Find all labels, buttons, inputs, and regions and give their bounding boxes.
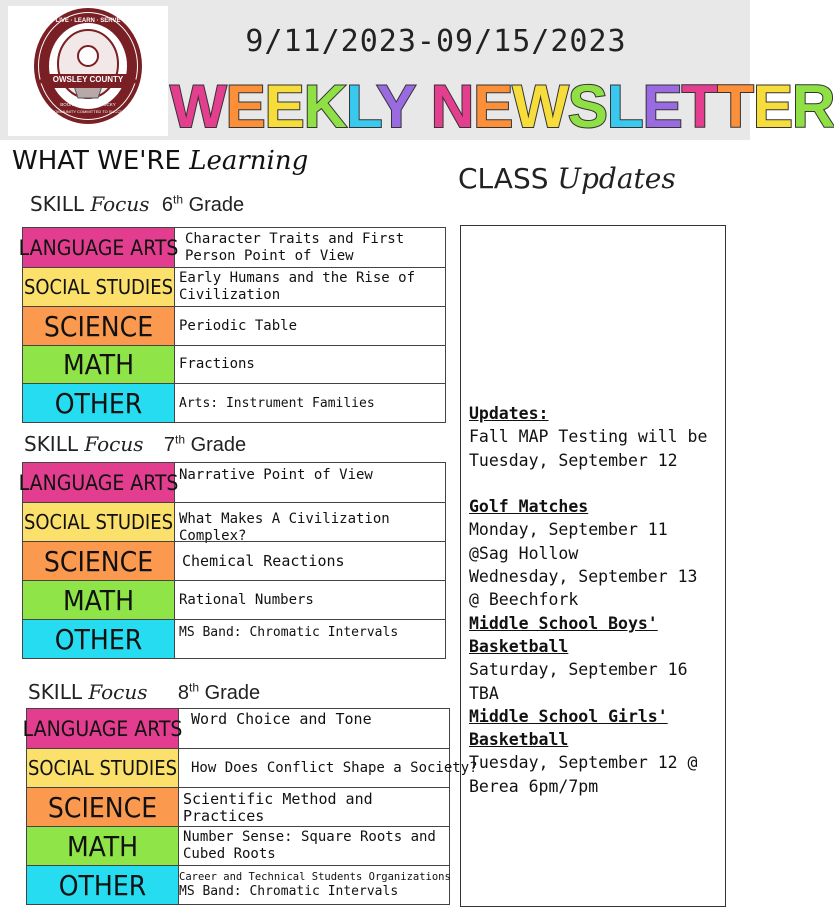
topic: Chemical Reactions (182, 551, 345, 570)
subject-social-studies: SOCIAL STUDIES (23, 268, 175, 306)
date-range: 9/11/2023-09/15/2023 (245, 24, 627, 59)
topic: MS Band: Chromatic Intervals (179, 625, 399, 640)
school-logo (8, 6, 168, 136)
title-letter: L (346, 73, 377, 140)
subject-social-studies: SOCIAL STUDIES (23, 503, 175, 541)
topic: Word Choice and Tone (191, 710, 372, 728)
title-letter: S (567, 73, 607, 140)
subject-language-arts: LANGUAGE ARTS (23, 228, 175, 267)
table-row (23, 306, 445, 345)
topic: Early Humans and the Rise of Civilization (179, 270, 416, 303)
subject-social-studies: SOCIAL STUDIES (27, 749, 179, 787)
title-letter: T (717, 73, 753, 140)
skill-focus-7: SKILL Focus 7th Grade (24, 432, 247, 456)
golf-label: Golf Matches (469, 497, 589, 517)
school-town: BOONEVILLE, KENTUCKY (60, 102, 116, 107)
table-row (27, 748, 478, 787)
boys-line-2: TBA (469, 683, 499, 703)
subject-math: MATH (27, 827, 179, 865)
title-letter: N (430, 73, 474, 140)
title-letter: E (264, 73, 304, 140)
topic: How Does Conflict Shape a Society? (191, 759, 478, 776)
topic (177, 866, 449, 904)
updates-content (469, 402, 745, 798)
subject-language-arts: LANGUAGE ARTS (23, 463, 175, 502)
table-row (27, 787, 449, 826)
girls-basketball-label: Middle School Girls' Basketball (469, 706, 668, 750)
subject-science: SCIENCE (23, 542, 175, 580)
table-row (23, 619, 445, 658)
table-row (23, 541, 445, 580)
table-row (27, 826, 449, 865)
subject-language-arts: LANGUAGE ARTS (27, 709, 179, 748)
table-row (22, 709, 449, 748)
golf-line-2: @Sag Hollow (469, 543, 579, 563)
subject-other: OTHER (23, 620, 175, 658)
learning-heading-caps: WHAT WE'RE (12, 146, 190, 176)
title-letter: K (303, 73, 347, 140)
subject-math: MATH (23, 581, 175, 619)
school-name: OWSLEY COUNTY (52, 75, 124, 84)
table-row (18, 228, 445, 267)
grade-7-table (18, 462, 446, 659)
subject-other: OTHER (23, 384, 175, 422)
title-letter: T (681, 73, 718, 140)
table-row (18, 463, 445, 502)
topic: Periodic Table (179, 317, 298, 334)
title-letter: R (791, 73, 834, 140)
title-letter: Y (376, 73, 416, 140)
topic-line-2: MS Band: Chromatic Intervals (179, 884, 399, 899)
title-letter: W (512, 73, 568, 140)
table-row (23, 502, 445, 544)
table-row (23, 580, 445, 619)
class-heading-caps: CLASS (458, 162, 558, 195)
golf-line-1: Monday, September 11 (469, 520, 668, 540)
table-row (27, 865, 449, 904)
title-letter: W (170, 73, 226, 140)
topic: Character Traits and First Person Point of View (185, 230, 405, 264)
grade-8-table (22, 708, 478, 905)
class-updates-heading (458, 162, 676, 195)
updates-label: Updates: (469, 404, 549, 423)
topic: Narrative Point of View (179, 467, 373, 483)
updates-text: Fall MAP Testing will be Tuesday, September 12 (469, 427, 708, 470)
table-row (23, 345, 445, 383)
golf-line-4: @ Beechfork (469, 590, 579, 610)
school-motto-top: LIVE · LEARN · SERVE (55, 18, 121, 24)
title-letter: E (642, 73, 682, 140)
subject-science: SCIENCE (23, 307, 175, 345)
boys-basketball-label: Middle School Boys' Basketball (469, 613, 658, 656)
title-letter: E (225, 73, 265, 140)
topic: Arts: Instrument Families (179, 395, 375, 411)
topic: Fractions (179, 356, 255, 372)
subject-other: OTHER (27, 866, 179, 904)
topic: Rational Numbers (179, 591, 314, 608)
title-letter: L (606, 73, 643, 140)
skill-focus-8: SKILL Focus 8th Grade (28, 680, 261, 704)
topic-line-1: Career and Technical Students Organizations (179, 871, 451, 883)
school-motto-bottom: A COMMUNITY COMMITTED TO SUCCESS (47, 109, 129, 114)
topic: What Makes A Civilization Complex? (179, 511, 390, 544)
title-letter: E (752, 73, 792, 140)
subject-science: SCIENCE (27, 788, 179, 826)
class-heading-script: Updates (557, 162, 676, 195)
subject-math: MATH (23, 346, 175, 383)
table-row (23, 267, 445, 306)
girls-line-1: Tuesday, September 12 @ Berea 6pm/7pm (469, 753, 698, 796)
title-letter: E (473, 73, 513, 140)
learning-heading (12, 146, 308, 176)
table-row (23, 383, 445, 422)
topic: Number Sense: Square Roots and Cubed Roots (183, 829, 436, 862)
grade-6-table (18, 227, 446, 423)
learning-heading-script: Learning (189, 146, 309, 176)
newsletter-title (170, 73, 834, 140)
golf-line-3: Wednesday, September 13 (469, 567, 698, 587)
skill-focus-6: SKILL Focus 6th Grade (30, 192, 245, 216)
boys-line-1: Saturday, September 16 (469, 660, 688, 680)
topic: Scientific Method and Practices (183, 790, 373, 825)
title-letter (415, 73, 431, 140)
